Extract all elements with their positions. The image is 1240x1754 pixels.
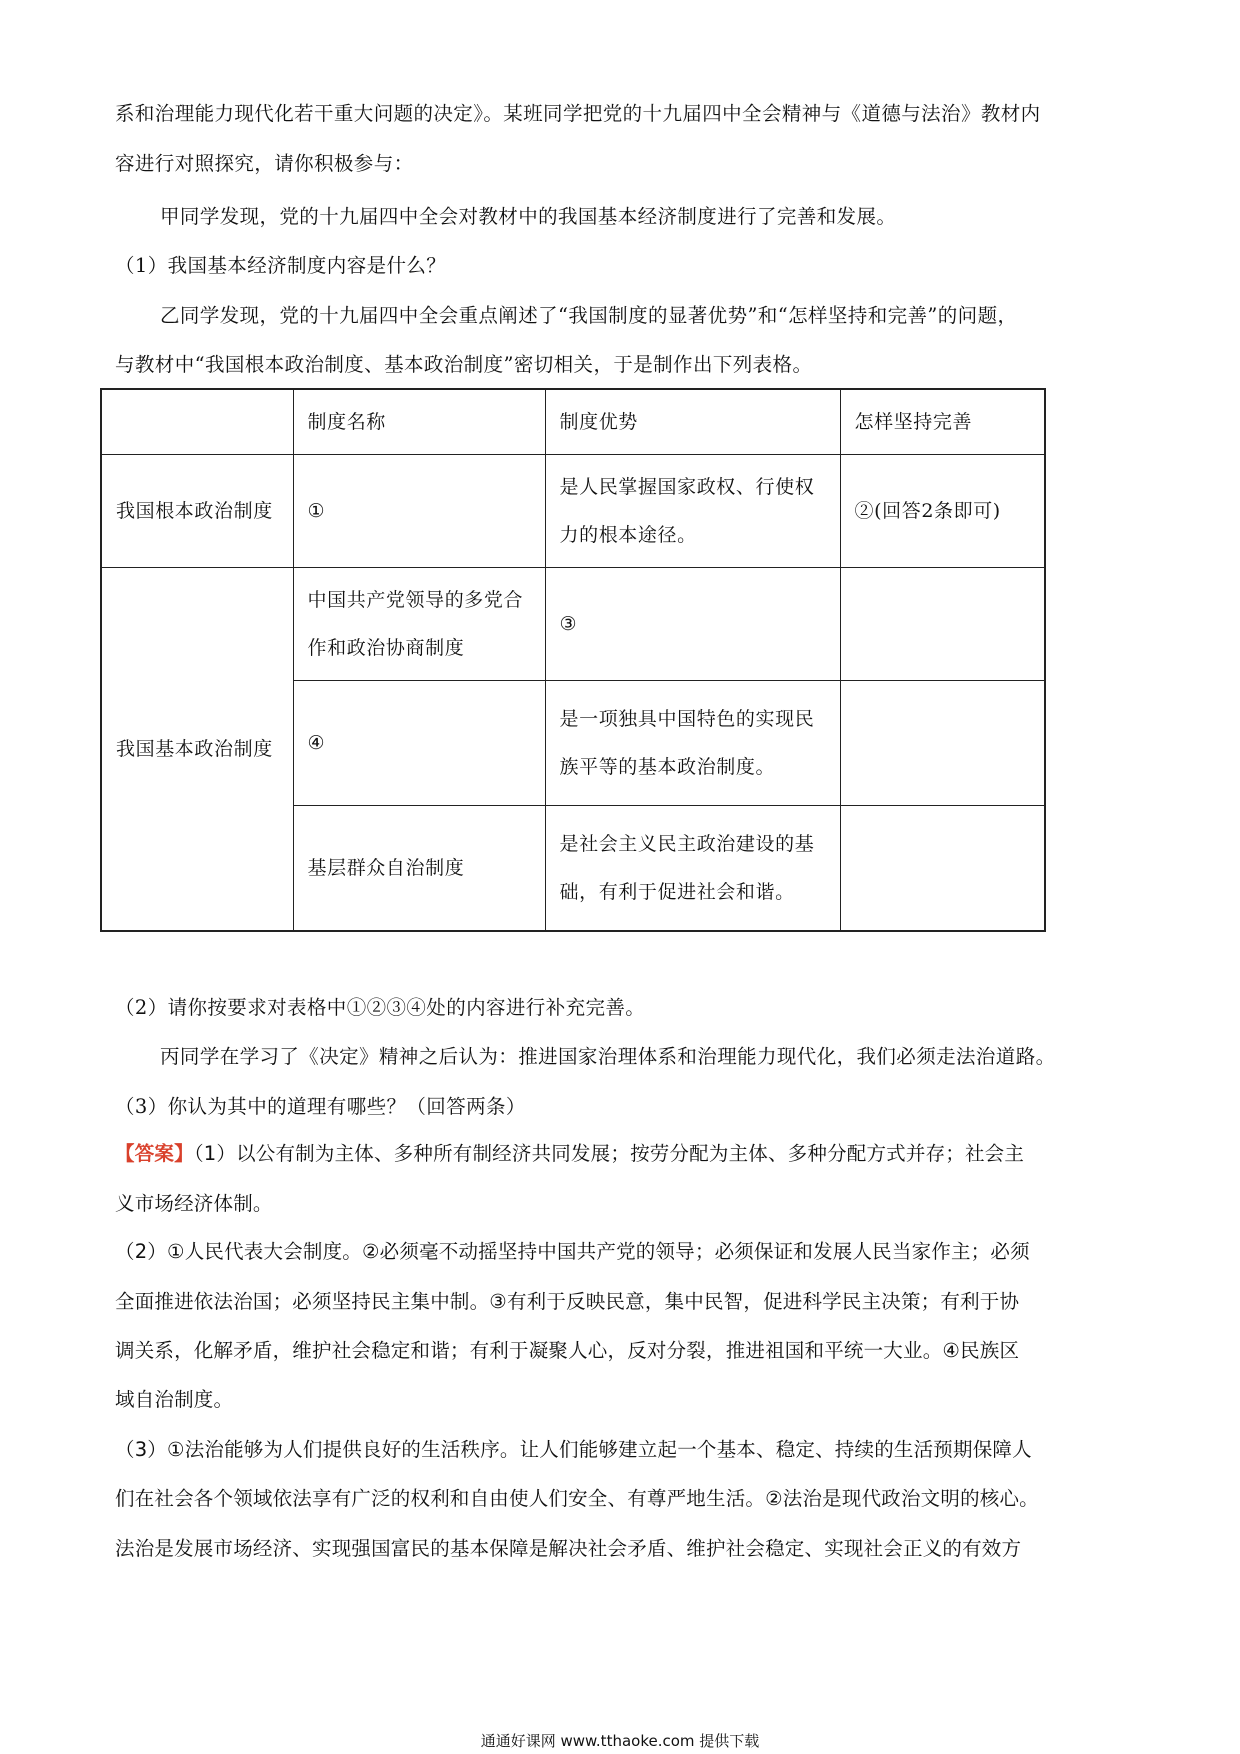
answer-3-line-2: 们在社会各个领域依法享有广泛的权利和自由使人们安全、有尊严地生活。②法治是现代政治文明的核心。 [115,1487,1039,1510]
cell-how: ②(回答2条即可) [840,455,1045,568]
header-cell-how: 怎样坚持完善 [840,389,1045,455]
category-basic: 我国基本政治制度 [101,568,293,932]
answer-1-text: （1）以公有制为主体、多种所有制经济共同发展；按劳分配为主体、多种分配方式并存；社会主 [193,1142,1025,1165]
cell-advantage: 是人民掌握国家政权、行使权力的根本途径。 [545,455,840,568]
header-cell-advantage: 制度优势 [545,389,840,455]
answer-tag: 【答案】 [115,1142,194,1165]
bing-paragraph: 丙同学在学习了《决定》精神之后认为：推进国家治理体系和治理能力现代化，我们必须走法治道路。 [160,1045,1056,1068]
question-1: （1）我国基本经济制度内容是什么？ [115,254,447,277]
cell-how [840,568,1045,681]
page-footer: 通通好课网 www.tthaoke.com 提供下载 [480,1732,760,1750]
cell-advantage: 是一项独具中国特色的实现民族平等的基本政治制度。 [545,681,840,806]
question-3: （3）你认为其中的道理有哪些？（回答两条） [115,1095,526,1118]
answer-3-line-1: （3）①法治能够为人们提供良好的生活秩序。让人们能够建立起一个基本、稳定、持续的生活预期保障人 [115,1438,1032,1461]
answer-1-line-1 [115,1140,1125,1168]
answer-3-line-3: 法治是发展市场经济、实现强国富民的基本保障是解决社会矛盾、维护社会稳定、实现社会正义的有效方 [115,1537,1022,1560]
cell-advantage: 是社会主义民主政治建设的基础，有利于促进社会和谐。 [545,806,840,932]
cell-name: 中国共产党领导的多党合作和政治协商制度 [293,568,545,681]
intro-line-2: 容进行对照探究，请你积极参与： [115,152,414,175]
political-system-table [100,388,1046,932]
category-fundamental: 我国根本政治制度 [101,455,293,568]
cell-how [840,806,1045,932]
header-cell-blank [101,389,293,455]
answer-1-line-2: 义市场经济体制。 [115,1192,273,1215]
jia-paragraph: 甲同学发现，党的十九届四中全会对教材中的我国基本经济制度进行了完善和发展。 [160,205,897,228]
cell-advantage: ③ [545,568,840,681]
yi-paragraph-line-2: 与教材中“我国根本政治制度、基本政治制度”密切相关，于是制作出下列表格。 [115,353,813,376]
intro-line-1: 系和治理能力现代化若干重大问题的决定》。某班同学把党的十九届四中全会精神与《道德与法治》教材内 [115,102,1041,125]
yi-paragraph-line-1: 乙同学发现，党的十九届四中全会重点阐述了“我国制度的显著优势”和“怎样坚持和完善”的问题， [160,304,1018,327]
table-header-row [101,389,1045,455]
cell-name: 基层群众自治制度 [293,806,545,932]
answer-2-line-3: 调关系，化解矛盾，维护社会稳定和谐；有利于凝聚人心，反对分裂，推进祖国和平统一大业。④民族区 [115,1339,1020,1362]
question-2: （2）请你按要求对表格中①②③④处的内容进行补充完善。 [115,996,646,1019]
cell-name: ① [293,455,545,568]
cell-how [840,681,1045,806]
table-row [101,568,1045,681]
answer-2-line-1: （2）①人民代表大会制度。②必须毫不动摇坚持中国共产党的领导；必须保证和发展人民当家作主；必须 [115,1240,1030,1263]
header-cell-name: 制度名称 [293,389,545,455]
table-row [101,455,1045,568]
answer-2-line-4: 域自治制度。 [115,1388,234,1411]
answer-2-line-2: 全面推进依法治国；必须坚持民主集中制。③有利于反映民意，集中民智，促进科学民主决策；有利于协 [115,1290,1020,1313]
cell-name: ④ [293,681,545,806]
